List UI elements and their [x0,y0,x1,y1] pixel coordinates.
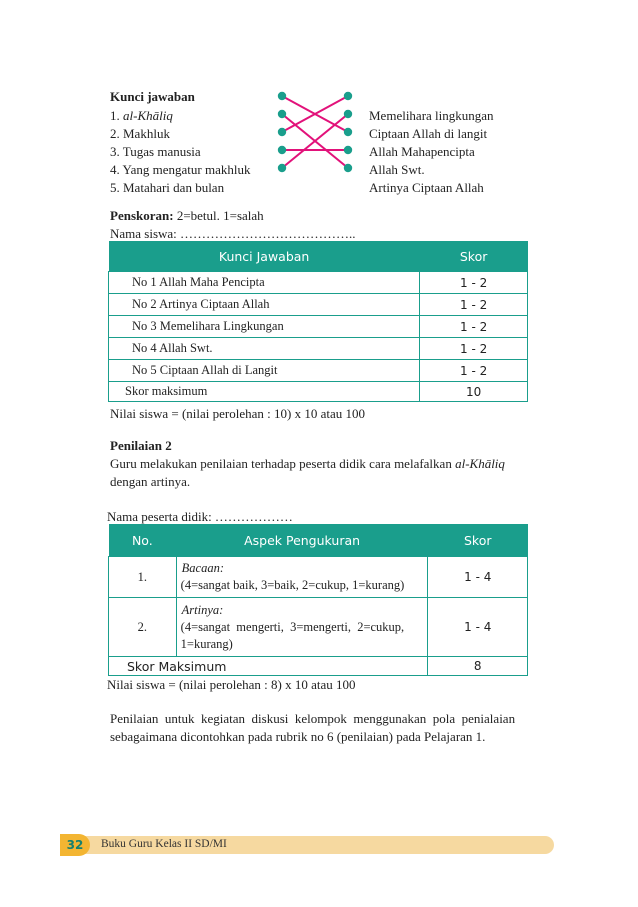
closing-line2: sebagaimana dicontohkan pada rubrik no 6 (penilaian) pada Pelajaran 1. [110,729,486,744]
table1-header [109,241,528,272]
left-match-dot [278,110,286,118]
table2-row-score: 1 - 4 [428,598,528,657]
penilaian2-line1-text: Guru melakukan penilaian terhadap peserta didik cara melafalkan [110,456,456,471]
table2-head-aspek: Aspek Pengukuran [176,524,428,557]
table2-row-aspect [176,557,428,598]
table1-row-score: 1 - 2 [420,338,528,360]
right-match-dot [344,128,352,136]
table1-row-score: 1 - 2 [420,316,528,338]
penskoran-text: 2=betul. 1=salah [173,208,264,223]
left-item-4: 4. Yang mengatur makhluk [110,162,251,177]
right-item-3: Allah Mahapencipta [369,144,475,159]
left-item-2: 2. Makhluk [110,126,170,141]
penilaian2-heading: Penilaian 2 [110,438,172,453]
left-item-5: 5. Matahari dan bulan [110,180,225,195]
penilaian2-line1-term: al-Khāliq [455,456,505,471]
matching-lines-diagram [270,86,360,191]
left-item-1-number: 1. [110,108,123,123]
table1-row-score: 1 - 2 [420,272,528,294]
table2-head-skor: Skor [428,524,528,557]
left-match-dot [278,92,286,100]
left-match-dot [278,164,286,172]
right-match-dot [344,92,352,100]
right-item-4: Allah Swt. [369,162,425,177]
table-row [109,294,528,316]
table1-row-label: No 2 Artinya Ciptaan Allah [109,294,420,316]
table1-row-label: No 3 Memelihara Lingkungan [109,316,420,338]
table2-head-no: No. [109,524,177,557]
table1-max-row [109,382,528,402]
left-match-dot [278,146,286,154]
table1-row-score: 1 - 2 [420,360,528,382]
footer-book-title: Buku Guru Kelas II SD/MI [101,838,227,850]
left-match-dot [278,128,286,136]
table2-aspect-desc-line2: 1=kurang) [180,636,233,651]
table-row [109,316,528,338]
table2-row-aspect [176,598,428,657]
nama-siswa: Nama siswa: ………………………………….. [110,226,356,241]
table1-max-label: Skor maksimum [109,382,420,402]
table-row [109,272,528,294]
kunci-jawaban-table [108,241,528,402]
right-item-5: Artinya Ciptaan Allah [369,180,484,195]
nama-peserta: Nama peserta didik: ……………… [107,509,293,524]
table-row [109,598,528,657]
table2-aspect-desc: (4=sangat baik, 3=baik, 2=cukup, 1=kurang) [180,578,405,592]
table2-max-row [109,657,528,676]
left-item-1-term: al-Khāliq [123,108,173,123]
right-item-1: Memelihara lingkungan [369,108,494,123]
closing-line1: Penilaian untuk kegiatan diskusi kelompok menggunakan pola penialaian [110,711,516,726]
matching-dots [278,92,352,172]
left-item-3: 3. Tugas manusia [110,144,201,159]
penskoran-label: Penskoran: [110,208,174,223]
right-match-dot [344,164,352,172]
table2-row-no: 1. [109,557,177,598]
kunci-heading: Kunci jawaban [110,89,195,104]
penilaian2-line1 [110,456,505,472]
table-row [109,338,528,360]
table2-max-score: 8 [428,657,528,676]
page-number: 32 [60,834,90,856]
table2-row-no: 2. [109,598,177,657]
table-row [109,360,528,382]
table1-row-label: No 5 Ciptaan Allah di Langit [109,360,420,382]
nilai-formula-1: Nilai siswa = (nilai perolehan : 10) x 10 atau 100 [110,406,365,421]
penilaian2-line2: dengan artinya. [110,474,191,489]
left-item-1 [110,108,173,124]
table1-row-score: 1 - 2 [420,294,528,316]
table2-aspect-desc-line1: (4=sangat mengerti, 3=mengerti, 2=cukup, [180,619,405,634]
table-row [109,557,528,598]
right-item-2: Ciptaan Allah di langit [369,126,488,141]
table1-max-score: 10 [420,382,528,402]
table2-row-score: 1 - 4 [428,557,528,598]
right-match-dot [344,110,352,118]
table2-header [109,524,528,557]
nilai-formula-2: Nilai siswa = (nilai perolehan : 8) x 10 atau 100 [107,677,356,692]
aspek-pengukuran-table [108,524,528,676]
table1-head-skor: Skor [420,241,528,272]
table1-row-label: No 1 Allah Maha Pencipta [109,272,420,294]
table1-head-kunci: Kunci Jawaban [109,241,420,272]
matching-lines [282,96,348,168]
table2-max-label: Skor Maksimum [109,657,428,676]
table2-aspect-title: Artinya: [181,602,224,617]
table1-row-label: No 4 Allah Swt. [109,338,420,360]
penskoran-line [110,208,264,224]
table2-aspect-title: Bacaan: [181,561,225,575]
right-match-dot [344,146,352,154]
